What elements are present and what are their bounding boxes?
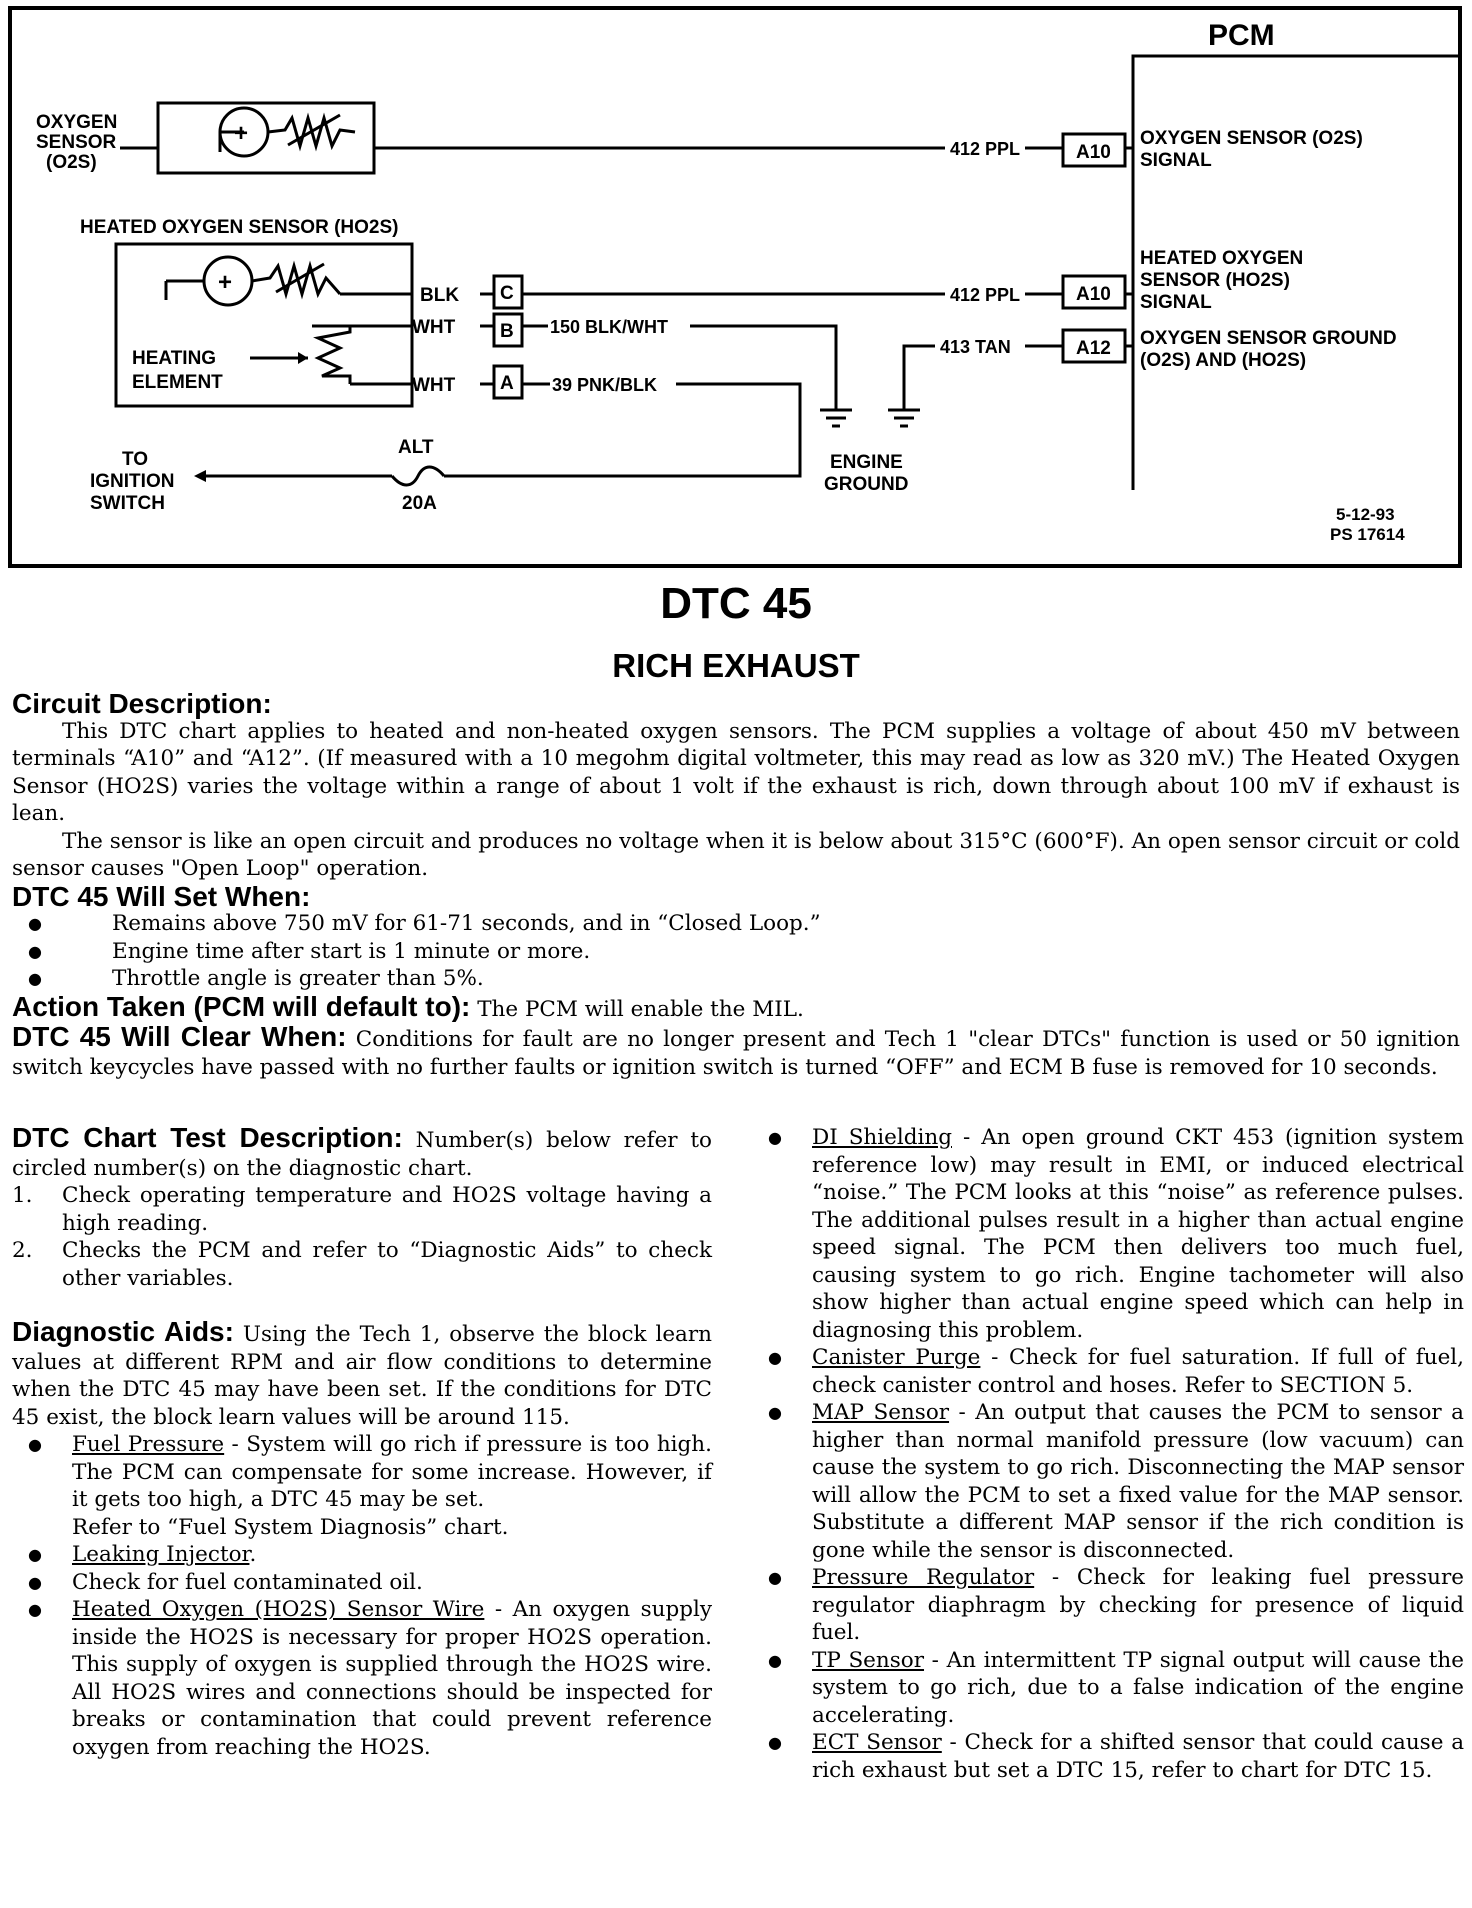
diag-aid-title: Leaking Injector bbox=[72, 1542, 250, 1567]
diag-aid-extra: Refer to “Fuel System Diagnosis” chart. bbox=[72, 1514, 509, 1540]
diagram-ps: PS 17614 bbox=[1330, 525, 1405, 544]
diag-aid-title: Fuel Pressure bbox=[72, 1432, 225, 1457]
set-when-list bbox=[12, 910, 1460, 993]
diag-aid-title: TP Sensor bbox=[812, 1647, 925, 1673]
wire-412-ppl-mid: 412 PPL bbox=[950, 285, 1021, 305]
diag-aid-title: MAP Sensor bbox=[812, 1400, 950, 1425]
o2s-plus-icon: + bbox=[234, 120, 249, 147]
pcm-ho2s-signal-1: HEATED OXYGEN bbox=[1140, 248, 1304, 269]
diag-aid-text: - An open ground CKT 453 (ignition system reference low) may result in EMI, or induced electrical “noise.” The PCM looks at this “noise” as reference pulses. The additional pulses result in a higher than actual engine speed signal. The PCM then delivers too much fuel, causing system to go rich. Engine tachometer will also show higher than actual engine speed which can help in diagnosing this problem. bbox=[812, 1125, 1464, 1343]
ho2s-plus-icon: + bbox=[218, 269, 233, 296]
diag-aid-contaminated-oil bbox=[12, 1569, 712, 1597]
wire-150-blkwht: 150 BLK/WHT bbox=[550, 317, 669, 337]
right-column bbox=[752, 1124, 1464, 1784]
test-item-text: Check operating temperature and HO2S voltage having a high reading. bbox=[62, 1183, 712, 1236]
page-title: DTC 45 bbox=[660, 579, 812, 628]
set-when-item: ● Throttle angle is greater than 5%. bbox=[12, 965, 1460, 993]
diag-aid-text: - An oxygen supply inside the HO2S is necessary for proper HO2S operation. This supply of oxygen is supplied through the HO2S wire. All HO2S wires and connections should be inspected for breaks or contamination that could prevent reference oxygen from reaching the HO2S. bbox=[72, 1597, 712, 1760]
action-taken bbox=[12, 990, 1460, 1024]
diag-aid-title: ECT Sensor bbox=[812, 1730, 942, 1755]
diag-aid-map-sensor bbox=[752, 1399, 1464, 1564]
diag-aid-pressure-regulator bbox=[752, 1564, 1464, 1647]
circuit-description-p1: This DTC chart applies to heated and non-heated oxygen sensors. The PCM supplies a voltage of about 450 mV between terminals “A10” and “A12”. (If measured with a 10 megohm digital voltmeter, this may read as low as 320 mV.) The Heated Oxygen Sensor (HO2S) varies the voltage within a range of about 1 volt if the exhaust is rich, down through about 100 mV if exhaust is lean. bbox=[12, 718, 1460, 826]
o2s-label-2: SENSOR bbox=[36, 132, 117, 153]
set-when-heading: DTC 45 Will Set When: bbox=[12, 880, 311, 912]
pcm-ho2s-signal-3: SIGNAL bbox=[1140, 292, 1212, 313]
left-column bbox=[12, 1124, 712, 1761]
diag-aid-text: - An output that causes the PCM to sensor a higher than normal manifold pressure (low vacuum) can cause the system to go rich. Disconnecting the MAP sensor will allow the PCM to set a fixed value for the MAP sensor. Substitute a different MAP sensor if the rich condition is gone while the sensor is disconnected. bbox=[812, 1400, 1464, 1563]
clear-when bbox=[12, 1023, 1460, 1081]
diag-aid-title: Heated Oxygen (HO2S) Sensor Wire bbox=[72, 1597, 485, 1622]
pin-a10-top: A10 bbox=[1076, 142, 1111, 163]
pcm-o2s-signal-1: OXYGEN SENSOR (O2S) bbox=[1140, 128, 1363, 149]
diag-aid-di-shielding bbox=[752, 1124, 1464, 1344]
wire-39-pnkblk: 39 PNK/BLK bbox=[552, 375, 658, 395]
o2s-label-3: (O2S) bbox=[46, 152, 97, 173]
wire-412-ppl-top: 412 PPL bbox=[950, 139, 1021, 159]
diag-aid-title: DI Shielding bbox=[812, 1125, 952, 1150]
diag-aid-leaking-injector bbox=[12, 1541, 712, 1569]
connector-c: C bbox=[500, 283, 514, 304]
test-item-number: 1. bbox=[12, 1183, 33, 1208]
action-taken-heading: Action Taken (PCM will default to): bbox=[12, 990, 471, 1022]
diag-aid-text: - System will go rich if pressure is too high. The PCM can compensate for some increase. However, if it gets too high, a DTC 45 may be set. bbox=[72, 1432, 712, 1512]
connector-b: B bbox=[500, 321, 514, 342]
wire-blk: BLK bbox=[420, 285, 460, 306]
pcm-ground-2: (O2S) AND (HO2S) bbox=[1140, 350, 1307, 371]
page-subtitle: RICH EXHAUST bbox=[612, 647, 860, 684]
pin-a10-mid: A10 bbox=[1076, 284, 1111, 305]
circuit-description-p2: The sensor is like an open circuit and produces no voltage when it is below about 315°C (600°F). An open sensor circuit or cold sensor causes "Open Loop" operation. bbox=[12, 828, 1460, 881]
pcm-label: PCM bbox=[1208, 19, 1275, 52]
diagram-date: 5-12-93 bbox=[1336, 505, 1395, 524]
heating-label-1: HEATING bbox=[132, 348, 217, 369]
test-description bbox=[12, 1124, 712, 1182]
pcm-ho2s-signal-2: SENSOR (HO2S) bbox=[1140, 270, 1290, 291]
ignition-label-1: TO bbox=[122, 449, 149, 470]
action-taken-text: The PCM will enable the MIL. bbox=[477, 996, 804, 1022]
diag-aid-tp-sensor bbox=[752, 1647, 1464, 1730]
diag-aid-text: - An intermittent TP signal output will cause the system to go rich, due to a false indication of the engine accelerating. bbox=[812, 1647, 1464, 1728]
wire-wht-1: WHT bbox=[412, 317, 456, 338]
pcm-ground-1: OXYGEN SENSOR GROUND bbox=[1140, 328, 1397, 349]
clear-when-text: Conditions for fault are no longer present and Tech 1 "clear DTCs" function is used or 50 ignition switch keycycles have passed with no further faults or ignition switch is turned “OFF” and ECM B fuse is removed for 10 seconds. bbox=[12, 1027, 1461, 1080]
fuse-rating: 20A bbox=[402, 493, 437, 514]
ignition-label-2: IGNITION bbox=[90, 471, 175, 492]
pin-a12: A12 bbox=[1076, 338, 1111, 359]
wiring-diagram bbox=[0, 0, 1472, 575]
pcm-o2s-signal-2: SIGNAL bbox=[1140, 150, 1212, 171]
diag-aid-fuel-pressure bbox=[12, 1431, 712, 1541]
heating-label-2: ELEMENT bbox=[132, 372, 223, 393]
diag-aid-text: Check for fuel contaminated oil. bbox=[72, 1569, 423, 1595]
wire-413-tan: 413 TAN bbox=[940, 337, 1011, 357]
top-section bbox=[12, 690, 1460, 1081]
set-when-item: ● Remains above 750 mV for 61-71 seconds, and in “Closed Loop.” bbox=[12, 910, 1460, 938]
diag-aid-text: . bbox=[249, 1542, 257, 1567]
fuse-label: ALT bbox=[398, 437, 434, 458]
diag-aid-canister-purge bbox=[752, 1344, 1464, 1399]
o2s-label-1: OXYGEN bbox=[36, 112, 118, 133]
wire-wht-2: WHT bbox=[412, 375, 456, 396]
diag-aid-text: - Check for fuel saturation. If full of fuel, check canister control and hoses. Refer to SECTION 5. bbox=[812, 1345, 1465, 1398]
diagnostic-aids bbox=[12, 1318, 712, 1431]
diag-aid-title: Canister Purge bbox=[812, 1345, 981, 1370]
engine-ground-2: GROUND bbox=[824, 474, 909, 495]
ignition-label-3: SWITCH bbox=[90, 493, 165, 514]
diag-aid-ho2s-wire bbox=[12, 1596, 712, 1761]
circuit-description-heading: Circuit Description: bbox=[12, 688, 272, 719]
engine-ground-1: ENGINE bbox=[830, 452, 903, 473]
test-description-intro: Number(s) below refer to circled number(s) on the diagnostic chart. bbox=[12, 1128, 712, 1181]
test-item bbox=[12, 1182, 712, 1237]
diag-aid-text: - Check for a shifted sensor that could cause a rich exhaust but set a DTC 15, refer to chart for DTC 15. bbox=[812, 1730, 1465, 1783]
clear-when-heading: DTC 45 Will Clear When: bbox=[12, 1021, 347, 1052]
test-item-number: 2. bbox=[12, 1238, 33, 1263]
diagnostic-aids-left-list bbox=[12, 1431, 712, 1761]
test-item-text: Checks the PCM and refer to “Diagnostic Aids” to check other variables. bbox=[62, 1238, 712, 1291]
test-item bbox=[12, 1237, 712, 1292]
set-when-item: ● Engine time after start is 1 minute or more. bbox=[12, 938, 1460, 966]
diag-aid-ect-sensor bbox=[752, 1729, 1464, 1784]
diag-aid-text: - Check for leaking fuel pressure regulator diaphragm by checking for presence of liquid fuel. bbox=[812, 1565, 1464, 1645]
diag-aid-title: Pressure Regulator bbox=[812, 1565, 1035, 1590]
diagnostic-aids-right-list bbox=[752, 1124, 1464, 1784]
connector-a: A bbox=[500, 373, 514, 394]
test-description-heading: DTC Chart Test Description: bbox=[12, 1122, 403, 1153]
ho2s-label: HEATED OXYGEN SENSOR (HO2S) bbox=[80, 217, 399, 238]
diagnostic-aids-heading: Diagnostic Aids: bbox=[12, 1316, 234, 1347]
diagnostic-aids-intro: Using the Tech 1, observe the block learn values at different RPM and air flow conditions to determine when the DTC 45 may have been set. If the conditions for DTC 45 exist, the block learn values will be around 115. bbox=[12, 1322, 712, 1430]
